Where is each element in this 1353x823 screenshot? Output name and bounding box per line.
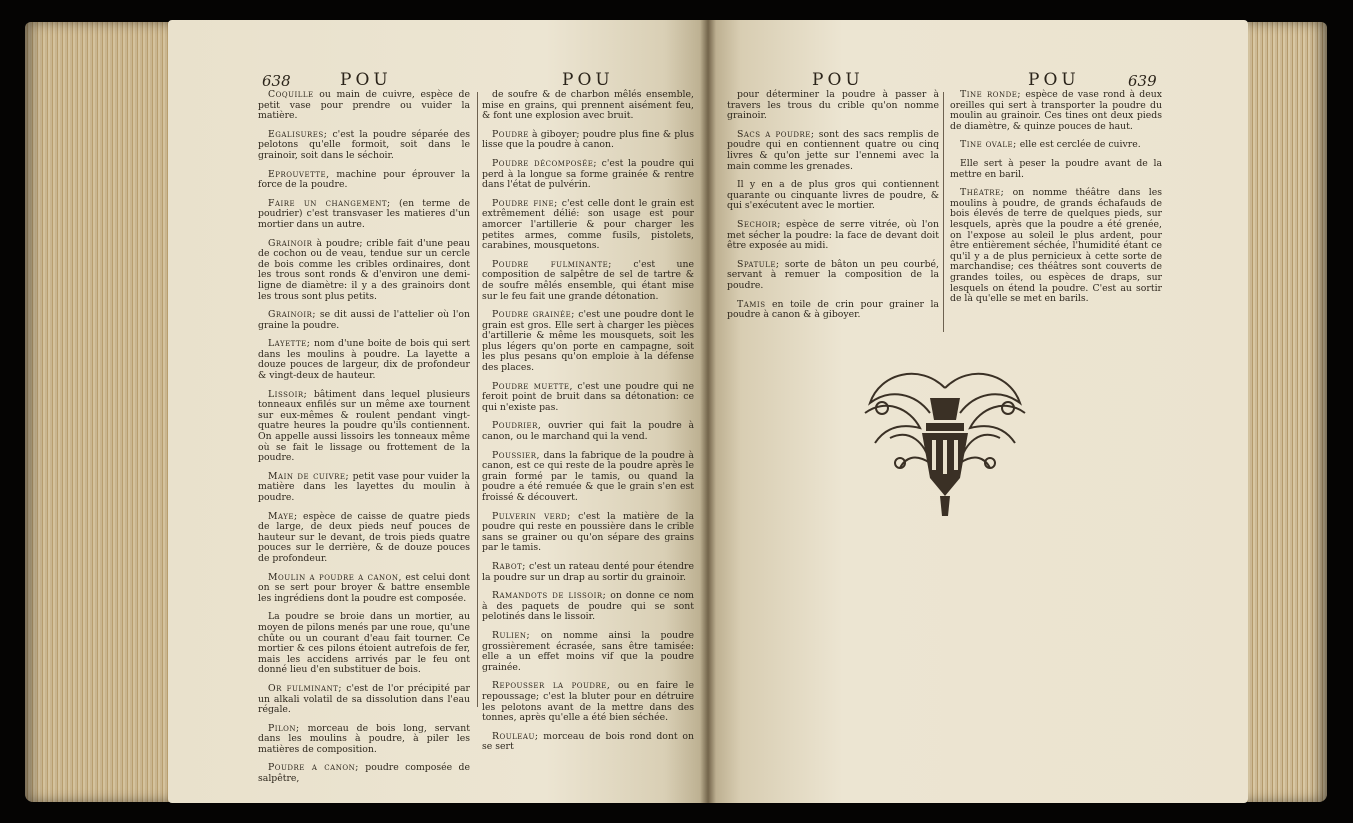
- dictionary-entry: [258, 130, 470, 162]
- entry-term: Spatule;: [737, 258, 780, 270]
- dictionary-entry: [950, 188, 1162, 305]
- entry-term: Egalisures;: [268, 128, 328, 140]
- entry-text: se dit aussi de l'attelier où l'on graine la poudre.: [258, 309, 470, 331]
- entry-term: Repousser la poudre,: [492, 680, 611, 692]
- entry-text: nom d'une boite de bois qui sert dans les moulins à poudre. La layette a douze pouces de largeur, dix de profondeur & vingt-deux de hauteur.: [258, 338, 470, 382]
- dictionary-entry: [727, 300, 939, 321]
- dictionary-entry: [258, 612, 470, 676]
- entry-term: Eprouvette,: [268, 168, 330, 180]
- dictionary-entry: [950, 140, 1162, 151]
- entry-text: c'est une poudre qui ne feroit point de bruit dans sa détonation: ce qui n'existe pas.: [482, 380, 694, 413]
- dictionary-entry: [258, 763, 470, 784]
- entry-term: Poudre muette,: [492, 380, 573, 392]
- entry-term: Tine ovale;: [960, 139, 1017, 151]
- dictionary-entry: [258, 310, 470, 331]
- dictionary-entry: [727, 90, 939, 122]
- entry-term: Tine ronde;: [960, 89, 1021, 100]
- page-number-left: 638: [262, 72, 291, 90]
- entry-text: ouvrier qui fait la poudre à canon, ou le marchand qui la vend.: [482, 420, 694, 443]
- entry-text: petit vase pour vuider la matière dans les layettes du moulin à poudre.: [258, 470, 470, 503]
- running-head-left-2: POU: [562, 70, 614, 90]
- dictionary-entry: [482, 260, 694, 302]
- dictionary-entry: [482, 562, 694, 583]
- dictionary-entry: [482, 681, 694, 723]
- page-number-right: 639: [1128, 72, 1157, 90]
- entry-term: Poudre: [492, 128, 529, 140]
- right-page-column-1: [727, 90, 939, 329]
- left-page-column-1: [258, 90, 470, 793]
- running-head-right-1: POU: [812, 70, 864, 90]
- entry-text: (en terme de poudrier) c'est transvaser les matieres d'un mortier dans un autre.: [258, 197, 470, 230]
- dictionary-entry: [950, 90, 1162, 132]
- entry-text: elle est cerclée de cuivre.: [1019, 139, 1141, 151]
- right-page-column-2: [950, 90, 1162, 313]
- entry-text: Elle sert à peser la poudre avant de la mettre en baril.: [950, 157, 1162, 180]
- dictionary-entry: [482, 732, 694, 753]
- entry-text: sont des sacs remplis de poudre qui en contiennent quatre ou cinq livres & qu'on jette sur l'ennemi avec la main comme les grenades.: [727, 128, 940, 172]
- entry-text: pour déterminer la poudre à passer à travers les trous du crible qu'on nomme grainoir.: [727, 89, 939, 122]
- dictionary-entry: [482, 310, 694, 374]
- entry-term: Poudre a canon;: [268, 762, 359, 774]
- book-edge-right: [1245, 22, 1327, 802]
- entry-term: Rouleau;: [492, 730, 539, 742]
- book-edge-left: [25, 22, 175, 802]
- entry-text: morceau de bois rond dont on se sert: [482, 730, 694, 753]
- entry-term: Tamis: [737, 298, 766, 310]
- entry-term: Poussier,: [492, 449, 540, 461]
- entry-text: morceau de bois long, servant dans les moulins à poudre, à piler les matières de composition.: [258, 722, 470, 755]
- dictionary-entry: [258, 90, 470, 122]
- dictionary-entry: [727, 180, 939, 212]
- dictionary-entry: [258, 339, 470, 381]
- entry-text: on nomme théâtre dans les moulins à poudre, de grands échafauds de bois élevés de terre de quelques pieds, sur lesquels, après que la poudre a été grenée, on l'expose au soleil le plus ardent, pour être entièrement séchée, l'humidité étant ce qu'il y a de plus pernicieux à cette sorte de marchandise; ces théâtres sont couverts de grandes toiles, ou espèces de draps, sur lesquels on étend la poudre. C'est au sortir de là qu'elle se met en barils.: [950, 187, 1162, 305]
- dictionary-entry: [482, 90, 694, 122]
- entry-text: Il y en a de plus gros qui contiennent quarante ou cinquante livres de poudre, & qui s'exécutent avec le mortier.: [727, 179, 939, 212]
- dictionary-entry: [258, 199, 470, 231]
- book-gutter: [700, 20, 716, 803]
- entry-text: de soufre & de charbon mêlés ensemble, mise en grains, qui prennent aisément feu, & font une explosion avec bruit.: [482, 89, 694, 122]
- entry-term: Pulverin verd;: [492, 510, 571, 522]
- fleuron-tailpiece-icon: [860, 368, 1030, 518]
- running-head-left-1: POU: [340, 70, 392, 90]
- entry-text: espèce de vase rond à deux oreilles qui sert à transporter la poudre du moulin au grainoir. Ces tines ont deux pieds de diamètre, & quinze pouces de haut.: [950, 89, 1162, 132]
- entry-text: on donne ce nom à des paquets de poudre qui se sont pelotinés dans le lissoir.: [482, 590, 694, 623]
- dictionary-entry: [258, 684, 470, 716]
- dictionary-entry: [727, 130, 939, 172]
- entry-text: c'est une composition de salpêtre de sel de tartre & de soufre mêlés ensemble, qui étant mise sur le feu fait une grande détonation.: [482, 258, 694, 302]
- left-page-column-2: [482, 90, 694, 761]
- running-head-right-2: POU: [1028, 70, 1080, 90]
- dictionary-entry: [482, 382, 694, 414]
- entry-term: Sechoir;: [737, 218, 781, 230]
- entry-text: espèce de caisse de quatre pieds de large, de deux pieds neuf pouces de hauteur sur le devant, de trois pieds quatre pouces sur le derrière, & de douze pouces de profondeur.: [258, 510, 470, 564]
- entry-text: en toile de crin pour grainer la poudre à canon & à giboyer.: [727, 298, 939, 321]
- entry-term: Main de cuivre;: [268, 470, 350, 482]
- dictionary-entry: [258, 390, 470, 464]
- entry-term: Ramandots de lissoir;: [492, 590, 607, 602]
- entry-text: machine pour éprouver la force de la poudre.: [258, 168, 470, 191]
- entry-text: on nomme ainsi la poudre grossièrement écrasée, sans être tamisée: elle a un effet moins vif que la poudre grainée.: [482, 629, 694, 673]
- dictionary-entry: [258, 239, 470, 303]
- dictionary-entry: [258, 472, 470, 504]
- entry-term: Rulien;: [492, 629, 531, 641]
- entry-term: Rabot;: [492, 560, 526, 572]
- dictionary-entry: [482, 631, 694, 673]
- entry-text: c'est une poudre dont le grain est gros. Elle sert à charger les pièces d'artillerie & même les mousquets, soit les plus légers qu'on porte en campagne, soit les plus pesans qu'on emploie à la défense des places.: [482, 309, 694, 374]
- entry-term: Poudre fine;: [492, 197, 558, 209]
- entry-text: La poudre se broie dans un mortier, au moyen de pilons menés par une roue, qu'une chûte ou un courant d'eau fait tourner. Ce mortier & ces pilons étoient autrefois de fer, mais les accidens arrivés par le feu ont donné lieu d'en substituer de bois.: [258, 611, 470, 676]
- dictionary-entry: [482, 130, 694, 151]
- dictionary-entry: [482, 421, 694, 442]
- entry-term: Layette;: [268, 338, 311, 350]
- entry-term: Coquille: [268, 89, 314, 100]
- dictionary-entry: [482, 199, 694, 252]
- entry-text: espèce de serre vitrée, où l'on met sécher la poudre: la face de devant doit être exposée au midi.: [727, 218, 939, 252]
- entry-text: sorte de bâton un peu courbé, servant à remuer la composition de la poudre.: [727, 258, 939, 291]
- entry-text: dans la fabrique de la poudre à canon, est ce qui reste de la poudre après le grain formé par le tamis, ou quand la poudre a été remuée & que le grain s'en est froissé & découvert.: [482, 449, 694, 503]
- entry-term: Pilon;: [268, 722, 300, 734]
- entry-term: Poudre fulminante;: [492, 258, 612, 270]
- dictionary-entry: [258, 170, 470, 191]
- entry-text: c'est la poudre qui perd à la longue sa forme grainée & rentre dans l'état de pulvérin.: [482, 157, 694, 191]
- entry-text: ou main de cuivre, espèce de petit vase pour prendre ou vuider la matière.: [258, 89, 470, 122]
- entry-text: poudre composée de salpêtre,: [258, 762, 470, 785]
- dictionary-entry: [482, 159, 694, 191]
- entry-text: est celui dont on se sert pour broyer & battre ensemble les ingrédiens dont la poudre est composée.: [258, 571, 470, 604]
- dictionary-entry: [482, 591, 694, 623]
- entry-term: Poudrier,: [492, 420, 542, 432]
- entry-term: Grainoir: [268, 237, 313, 249]
- entry-term: Or fulminant;: [268, 682, 343, 694]
- dictionary-entry: [482, 451, 694, 504]
- dictionary-entry: [950, 159, 1162, 180]
- column-rule-right: [943, 92, 944, 332]
- entry-term: Poudre décomposée;: [492, 157, 598, 169]
- entry-text: à poudre; crible fait d'une peau de cochon ou de veau, tendue sur un cercle de bois comme les cribles ordinaires, dont les trous sont ronds & d'environ une demi-ligne de diamètre: il y a des grainoirs dont les trous sont plus petits.: [258, 237, 470, 302]
- dictionary-entry: [727, 260, 939, 292]
- dictionary-entry: [258, 573, 470, 605]
- entry-text: c'est un rateau denté pour étendre la poudre sur un drap au sortir du grainoir.: [482, 560, 694, 583]
- column-rule-left: [477, 92, 478, 707]
- dictionary-entry: [258, 724, 470, 756]
- entry-text: c'est la matière de la poudre qui reste en poussière dans le crible sans se grainer ou qu'on sépare des grains par le tamis.: [482, 510, 695, 554]
- dictionary-entry: [727, 220, 939, 252]
- dictionary-entry: [258, 512, 470, 565]
- entry-term: Maye;: [268, 510, 298, 522]
- dictionary-entry: [482, 512, 694, 554]
- entry-term: Faire un changement;: [268, 197, 391, 209]
- entry-text: bâtiment dans lequel plusieurs tonneaux enfilés sur un même axe tournent sur eux-mêmes & roulent pendant vingt-quatre heures la poudre qu'ils contiennent. On appelle aussi lissoirs les tonneaux même où se fait le lissage ou frottement de la poudre.: [258, 388, 470, 464]
- entry-text: ou en faire le repoussage; c'est la bluter pour en détruire les pelotons avant de la mettre dans des tonnes, après qu'elle a été bien séchée.: [482, 680, 694, 724]
- entry-term: Poudre grainée;: [492, 309, 575, 321]
- entry-term: Sacs a poudre;: [737, 128, 815, 140]
- entry-text: c'est la poudre séparée des pelotons qu'elle formoit, soit dans le grainoir, soit dans le séchoir.: [258, 128, 470, 161]
- entry-text: à giboyer; poudre plus fine & plus lisse que la poudre à canon.: [482, 128, 694, 151]
- entry-text: c'est de l'or précipité par un alkali volatil de sa dissolution dans l'eau régale.: [258, 682, 470, 716]
- entry-term: Moulin a poudre a canon,: [268, 571, 402, 583]
- entry-text: c'est celle dont le grain est extrêmement délié: son usage est pour amorcer l'artillerie & pour charger les petites armes, comme fusils, pistolets, carabines, mousquetons.: [482, 197, 694, 252]
- entry-term: Théatre;: [960, 187, 1005, 199]
- entry-term: Lissoir;: [268, 388, 308, 400]
- entry-term: Grainoir;: [268, 309, 317, 321]
